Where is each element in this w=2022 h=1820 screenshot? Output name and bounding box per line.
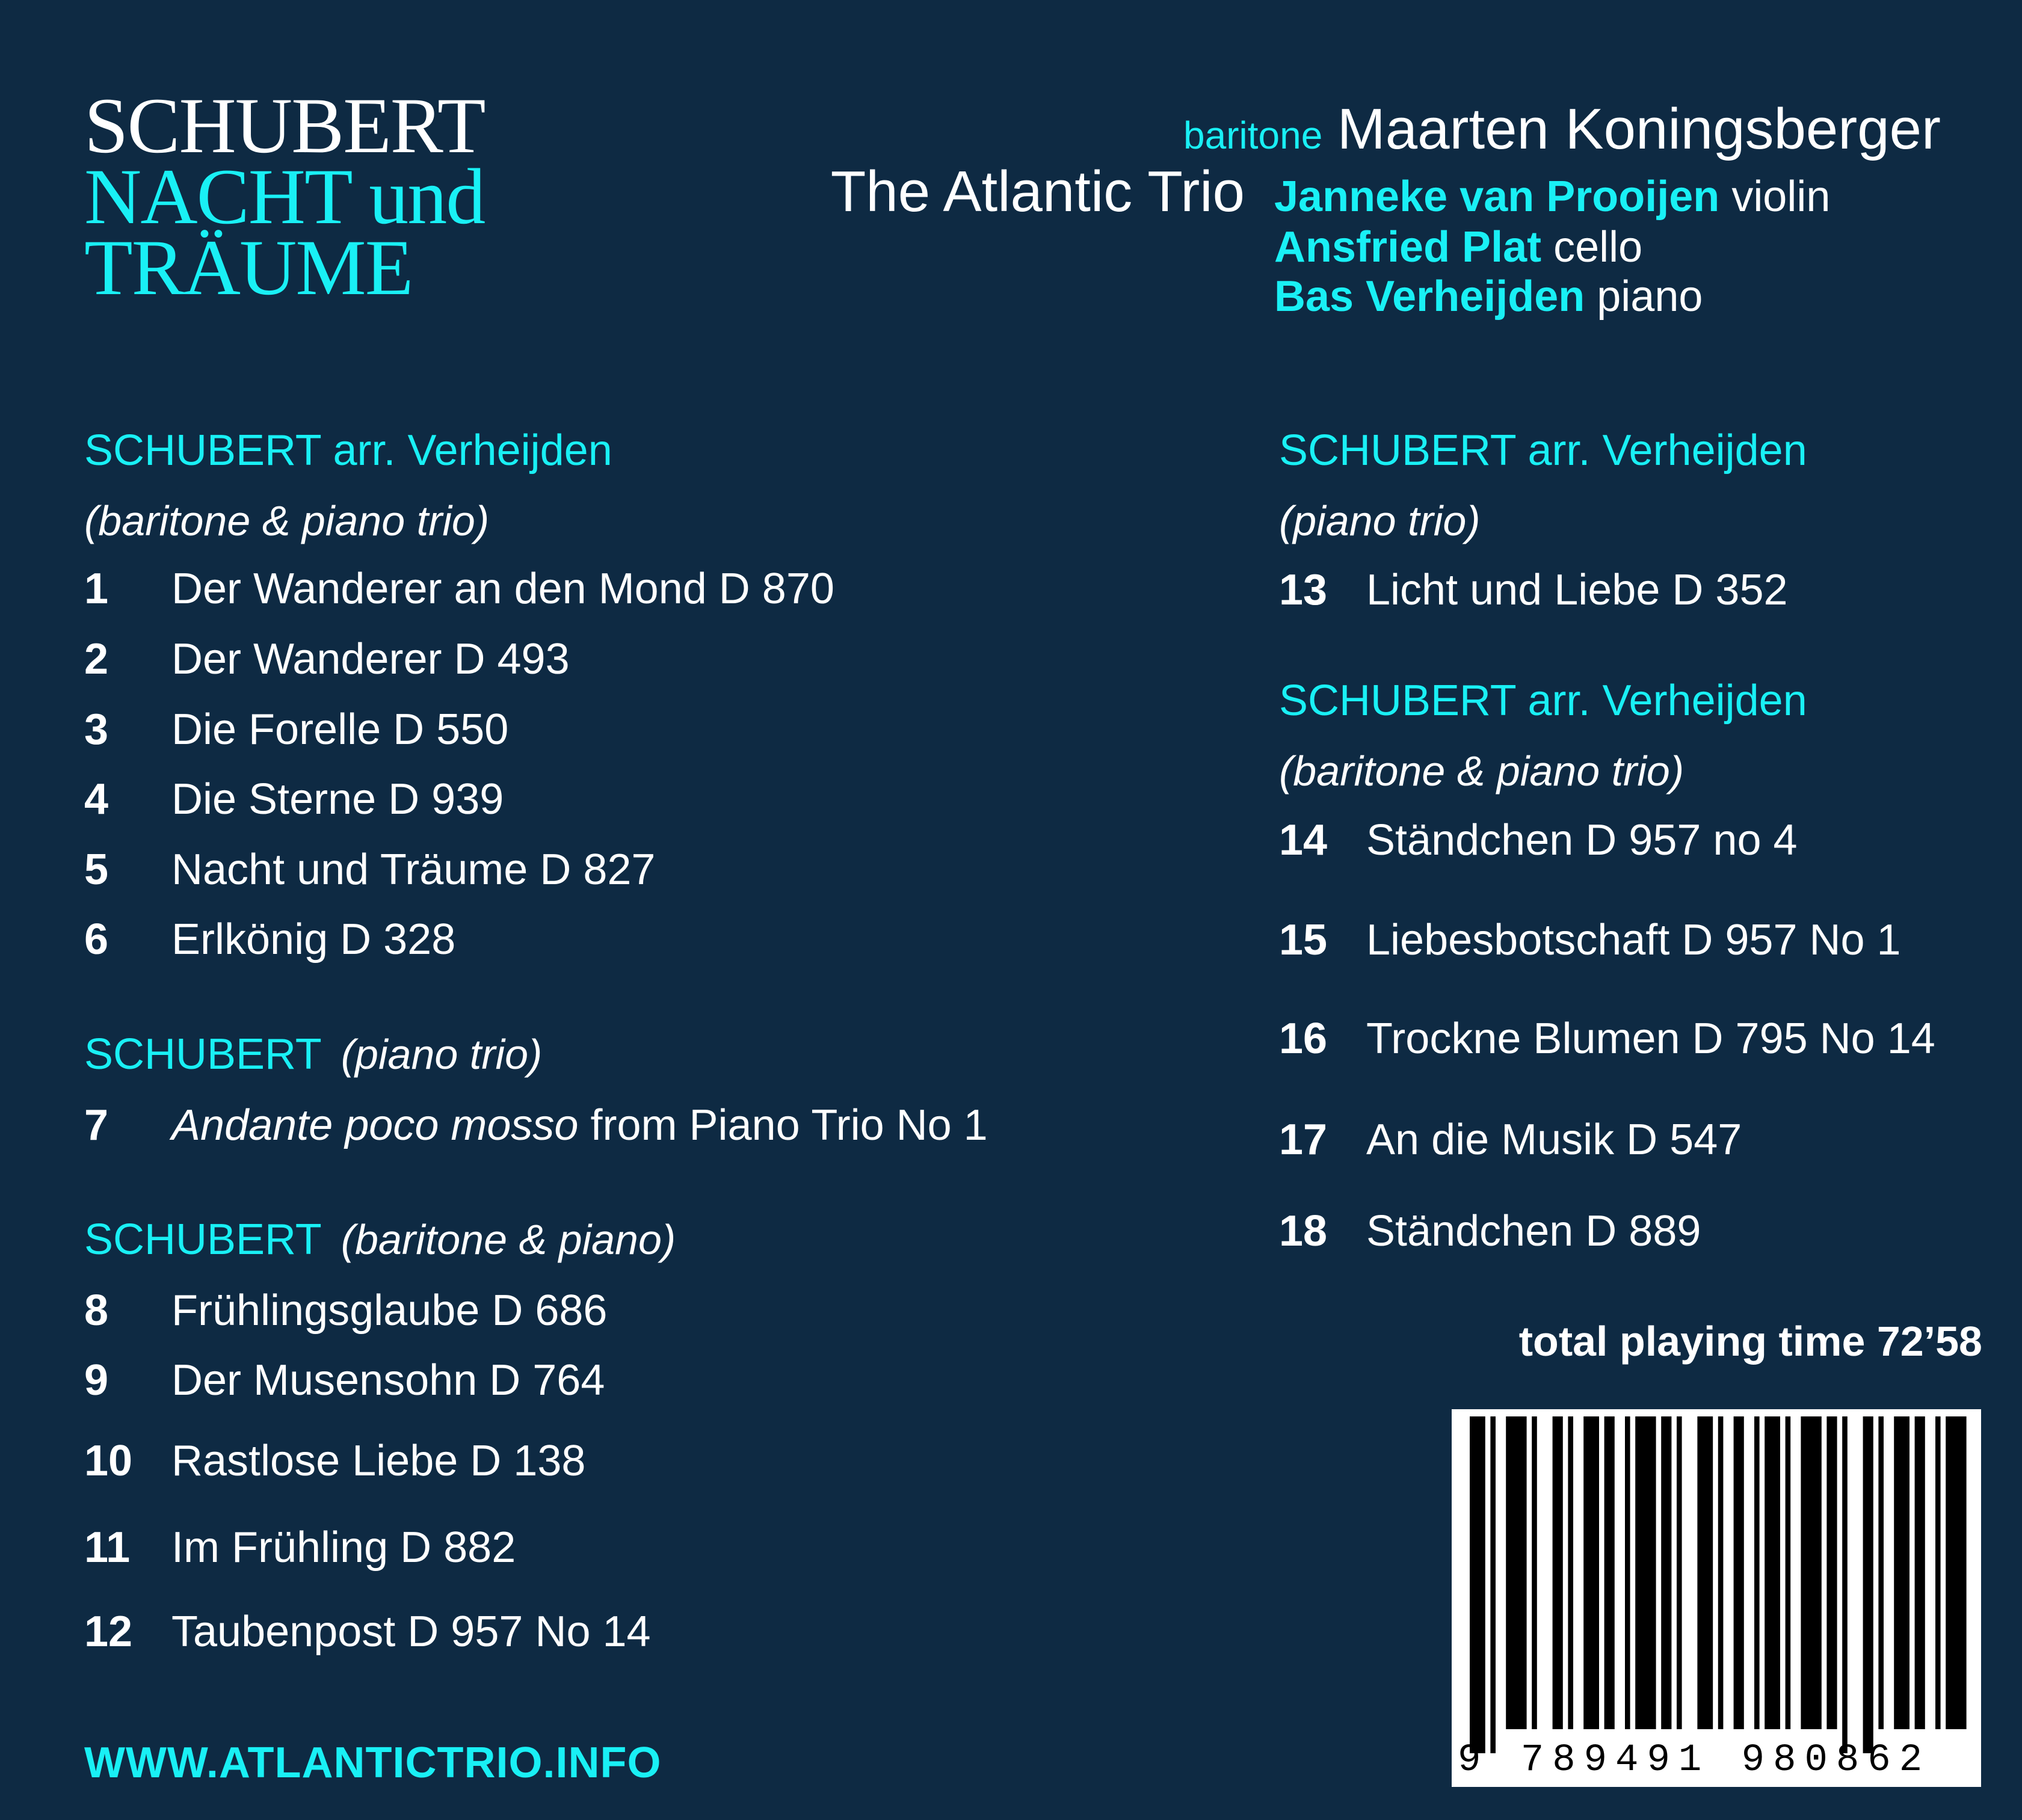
barcode-bar: [1754, 1416, 1760, 1729]
track-7: [84, 1101, 988, 1150]
barcode-bar: [1878, 1416, 1884, 1729]
track-title: Im Frühling D 882: [171, 1523, 516, 1572]
barcode-bar: [1625, 1416, 1630, 1729]
track-title: Der Musensohn D 764: [171, 1356, 605, 1404]
track-number: 4: [84, 775, 109, 823]
track-5: [84, 845, 655, 894]
album-title: [84, 81, 485, 312]
track-17: [1279, 1115, 1742, 1164]
barcode-bar: [1568, 1416, 1573, 1729]
barcode-bar: [1604, 1416, 1615, 1729]
track-number: 11: [84, 1523, 131, 1572]
title-line-1: SCHUBERT: [84, 81, 485, 170]
member-instrument: piano: [1597, 272, 1703, 321]
member-instrument: cello: [1553, 223, 1643, 271]
barcode-bar: [1553, 1416, 1563, 1729]
barcode-bar: [1946, 1416, 1966, 1729]
track-title: An die Musik D 547: [1366, 1116, 1742, 1164]
track-18: [1279, 1207, 1701, 1256]
track-number: 13: [1279, 566, 1328, 614]
track-number: 18: [1279, 1207, 1328, 1255]
track-1: [84, 564, 834, 613]
barcode-bar: [1583, 1416, 1599, 1729]
track-8: [84, 1286, 607, 1335]
barcode-bar: [1677, 1416, 1682, 1729]
total-playing-time: total playing time 72’58: [1518, 1318, 1982, 1365]
track-title: Der Wanderer an den Mond D 870: [171, 565, 834, 613]
track-number: 15: [1279, 916, 1328, 964]
section-subheading: (baritone & piano): [341, 1216, 676, 1263]
track-title: Rastlose Liebe D 138: [171, 1437, 586, 1485]
track-number: 7: [84, 1101, 109, 1149]
website-link[interactable]: WWW.ATLANTICTRIO.INFO: [84, 1739, 662, 1787]
barcode-bar: [1786, 1416, 1791, 1729]
track-number: 6: [84, 915, 109, 964]
soloist-role: baritone: [1183, 114, 1323, 157]
barcode-bar: [1826, 1416, 1837, 1729]
barcode-bar: [1863, 1416, 1873, 1753]
track-title: Liebesbotschaft D 957 No 1: [1366, 916, 1901, 964]
track-title-italic: Andante poco mosso: [171, 1101, 579, 1149]
track-number: 14: [1279, 816, 1328, 864]
barcode-bar: [1734, 1416, 1744, 1729]
section-heading: SCHUBERT: [84, 1030, 322, 1078]
barcode-bar: [1697, 1416, 1713, 1729]
track-number: 9: [84, 1356, 109, 1404]
track-title: Ständchen D 889: [1366, 1207, 1701, 1255]
section-heading: SCHUBERT arr. Verheijden: [1279, 677, 1807, 725]
track-9: [84, 1356, 605, 1405]
track-number: 5: [84, 846, 109, 894]
track-title: Der Wanderer D 493: [171, 635, 570, 683]
barcode-bar: [1894, 1416, 1909, 1729]
barcode-bar: [1765, 1416, 1780, 1729]
member-cello: [1274, 223, 1642, 272]
barcode-bar: [1915, 1416, 1925, 1729]
track-6: [84, 915, 455, 964]
ensemble-name: The Atlantic Trio: [830, 159, 1245, 224]
track-number: 1: [84, 565, 109, 613]
track-number: 12: [84, 1608, 133, 1656]
member-instrument: violin: [1731, 173, 1831, 221]
track-number: 2: [84, 635, 109, 683]
track-16: [1279, 1014, 1935, 1063]
track-10: [84, 1436, 585, 1486]
track-number: 17: [1279, 1116, 1328, 1164]
barcode-bar: [1506, 1416, 1526, 1729]
track-number: 16: [1279, 1015, 1328, 1063]
barcode-bar: [1842, 1416, 1848, 1753]
track-title: Trockne Blumen D 795 No 14: [1366, 1015, 1935, 1063]
barcode-bar: [1718, 1416, 1724, 1729]
barcode: [1452, 1409, 1981, 1787]
track-number: 8: [84, 1287, 109, 1335]
barcode-bar: [1801, 1416, 1821, 1729]
track-title: Nacht und Träume D 827: [171, 846, 656, 894]
soloist-line: [1183, 96, 1941, 162]
track-12: [84, 1607, 651, 1656]
section-subheading: (piano trio): [1279, 497, 1481, 544]
member-piano: [1274, 272, 1703, 321]
track-number: 3: [84, 706, 109, 754]
barcode-number: 9 789491 980862: [1458, 1739, 1931, 1782]
track-title: Die Sterne D 939: [171, 775, 504, 823]
section-heading-row: [84, 1030, 542, 1079]
track-title: Licht und Liebe D 352: [1366, 566, 1788, 614]
barcode-bar: [1635, 1416, 1656, 1729]
member-name: Ansfried Plat: [1274, 223, 1542, 271]
section-heading: SCHUBERT arr. Verheijden: [84, 426, 612, 475]
track-15: [1279, 915, 1901, 965]
barcode-bar: [1661, 1416, 1671, 1729]
barcode-bar: [1470, 1416, 1485, 1753]
soloist-name: Maarten Koningsberger: [1337, 97, 1941, 161]
track-title-rest: from Piano Trio No 1: [578, 1101, 988, 1149]
track-3: [84, 705, 508, 754]
barcode-bar: [1532, 1416, 1537, 1729]
track-14: [1279, 816, 1798, 865]
section-subheading: (piano trio): [341, 1031, 543, 1078]
section-subheading: (baritone & piano trio): [1279, 748, 1684, 795]
section-heading-row: [84, 1215, 676, 1264]
member-name: Bas Verheijden: [1274, 272, 1585, 321]
section-heading: SCHUBERT: [84, 1216, 322, 1264]
track-title: Frühlingsglaube D 686: [171, 1287, 608, 1335]
section-heading: SCHUBERT arr. Verheijden: [1279, 426, 1807, 475]
track-number: 10: [84, 1437, 133, 1485]
track-4: [84, 775, 504, 824]
track-title: Die Forelle D 550: [171, 706, 509, 754]
barcode-bar: [1490, 1416, 1496, 1753]
barcode-bars: [1452, 1409, 1981, 1787]
barcode-bar: [1935, 1416, 1941, 1729]
member-violin: [1274, 172, 1830, 221]
track-title: Taubenpost D 957 No 14: [171, 1608, 651, 1656]
track-title: [171, 1101, 988, 1150]
title-line-3: TRÄUME: [84, 223, 413, 312]
member-name: Janneke van Prooijen: [1274, 173, 1720, 221]
section-subheading: (baritone & piano trio): [84, 497, 490, 544]
track-title: Erlkönig D 328: [171, 915, 456, 964]
track-11: [84, 1523, 516, 1572]
track-title: Ständchen D 957 no 4: [1366, 816, 1798, 864]
track-2: [84, 635, 570, 684]
title-line-2: NACHT und: [84, 152, 485, 241]
track-13: [1279, 565, 1788, 615]
